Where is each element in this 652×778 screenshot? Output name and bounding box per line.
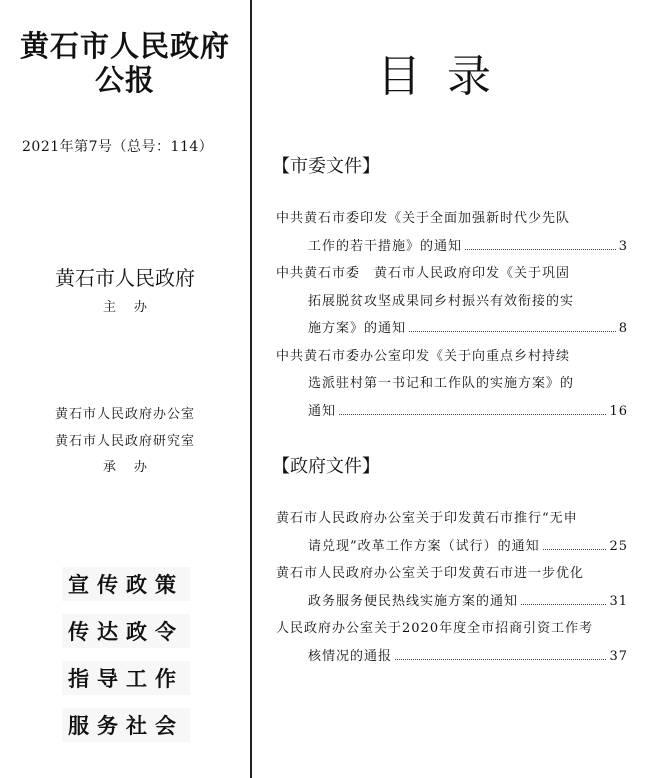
toc-entry-line: 选派驻村第一书记和工作队的实施方案》的 (308, 376, 575, 391)
slogan-1: 宣传政策 (62, 567, 190, 601)
toc-entry-line: 中共黄石市委印发《关于全面加强新时代少先队 (276, 211, 571, 226)
vertical-divider (250, 0, 252, 778)
slogan-3: 指导工作 (62, 661, 190, 695)
toc-entry-lastline (276, 233, 628, 261)
slogan-4: 服务社会 (62, 708, 190, 742)
organizer-office: 黄石市人民政府办公室 (54, 407, 195, 422)
sponsor-role: 主办 (102, 300, 165, 315)
toc-entry-line: 黄石市人民政府办公室关于印发黄石市推行“无申 (276, 511, 578, 526)
toc-entry-text: 施方案》的通知 (308, 321, 407, 336)
page-number: 3 (618, 238, 628, 254)
publication-title-line2: 公报 (94, 63, 155, 97)
page-number: 37 (609, 648, 628, 664)
dot-leader (339, 414, 606, 415)
contents-title: 目录 (377, 51, 517, 102)
toc-entry-lastline (276, 533, 628, 561)
organizer-research-office: 黄石市人民政府研究室 (54, 434, 195, 449)
section-heading-party: 【市委文件】 (272, 156, 380, 177)
toc-entry-lastline (276, 643, 628, 671)
toc-entry-text: 请兑现”改革工作方案（试行）的通知 (308, 538, 540, 554)
toc-entry[interactable] (276, 615, 628, 670)
toc-entry[interactable] (276, 560, 628, 615)
toc-entry-text: 核情况的通报 (308, 648, 393, 664)
dot-leader (465, 249, 616, 250)
toc-entry[interactable] (276, 260, 628, 343)
toc-entry-line: 中共黄石市委办公室印发《关于向重点乡村持续 (276, 348, 571, 364)
table-of-contents (262, 0, 642, 778)
publication-title-line1: 黄石市人民政府 (19, 29, 230, 63)
dot-leader (543, 549, 607, 550)
toc-entry-lastline (276, 588, 628, 616)
toc-entry-line: 中共黄石市委 黄石市人民政府印发《关于巩固 (276, 266, 571, 281)
slogan-2: 传达政令 (62, 614, 190, 648)
masthead-panel (0, 0, 250, 778)
toc-entry-text: 工作的若干措施》的通知 (308, 238, 463, 254)
toc-entry-text: 通知 (308, 403, 337, 419)
page-number: 8 (618, 321, 628, 336)
section-entries-party (276, 205, 628, 425)
organizer-role: 承办 (102, 460, 165, 475)
toc-entry-line: 人民政府办公室关于2020年度全市招商引资工作考 (276, 621, 594, 636)
toc-entry-lastline (276, 398, 628, 426)
toc-entry-line: 黄石市人民政府办公室关于印发黄石市进一步优化 (276, 566, 585, 581)
dot-leader (409, 331, 616, 332)
toc-entry-text: 政务服务便民热线实施方案的通知 (308, 593, 519, 609)
page-number: 16 (609, 403, 628, 419)
sponsor-name: 黄石市人民政府 (55, 266, 195, 290)
toc-entry[interactable] (276, 205, 628, 260)
toc-entry[interactable] (276, 505, 628, 560)
issue-number: 2021年第7号（总号：114） (22, 139, 214, 155)
toc-entry[interactable] (276, 343, 628, 426)
toc-entry-lastline (276, 315, 628, 343)
dot-leader (395, 659, 606, 660)
section-entries-government (276, 505, 628, 670)
page-number: 31 (609, 593, 628, 609)
section-heading-government: 【政府文件】 (272, 456, 380, 477)
page-number: 25 (609, 538, 628, 554)
dot-leader (521, 604, 606, 605)
toc-entry-line: 拓展脱贫攻坚成果同乡村振兴有效衔接的实 (308, 293, 575, 309)
